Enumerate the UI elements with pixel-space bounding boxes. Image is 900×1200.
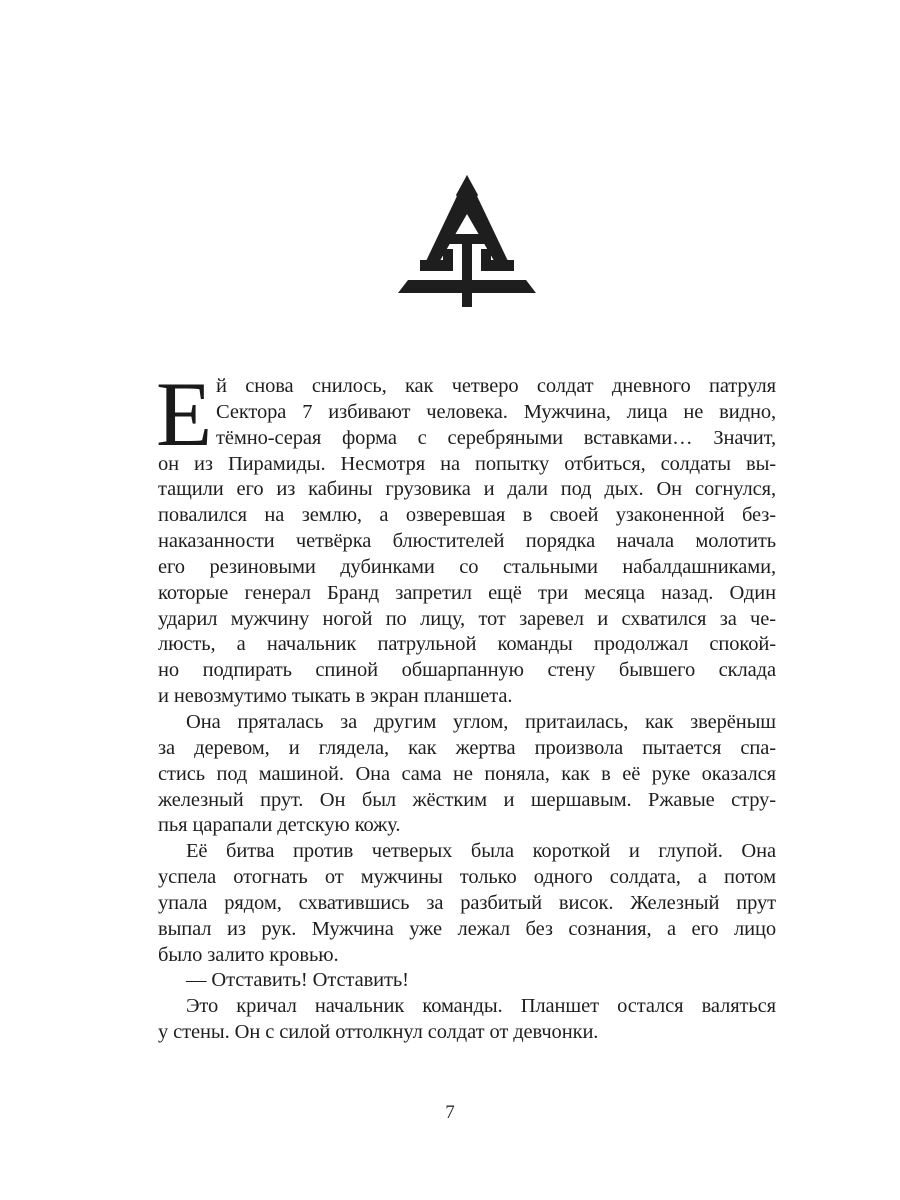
text-line: выпал из рук. Мужчина уже лежал без сознания, а его лицо — [158, 917, 776, 940]
text-line: Сектора 7 избивают человека. Мужчина, лица не видно, — [216, 400, 776, 423]
text-line: его резиновыми дубинками со стальными набалдашниками, — [158, 555, 776, 578]
paragraph-2 — [158, 710, 776, 839]
text-line: которые генерал Бранд запретил ещё три месяца назад. Один — [158, 581, 776, 604]
text-line: ударил мужчину ногой по лицу, тот заревел и схватился за че- — [158, 607, 776, 630]
page-number: 7 — [445, 1102, 455, 1123]
text-line: было залито кровью. — [158, 943, 339, 966]
drop-cap: Е — [156, 363, 213, 465]
text-line: Это кричал начальник команды. Планшет остался валяться — [186, 995, 776, 1018]
paragraph-1 — [156, 363, 776, 710]
text-line: тащили его из кабины грузовика и дали под дых. Он согнулся, — [158, 478, 776, 501]
text-line: тёмно-серая форма с серебряными вставками… Значит, — [216, 426, 776, 449]
text-line: — Отставить! Отставить! — [186, 969, 409, 992]
text-line: наказанности четвёрка блюстителей порядка начала молотить — [158, 530, 776, 553]
text-line: пья царапали детскую кожу. — [158, 814, 401, 837]
paragraph-dialogue — [158, 968, 776, 994]
text-line: стись под машиной. Она сама не поняла, как в её руке оказался — [158, 762, 776, 785]
paragraph-5 — [158, 994, 776, 1046]
text-line: он из Пирамиды. Несмотря на попытку отбиться, солдаты вы- — [158, 452, 776, 475]
text-line: успела отогнать от мужчины только одного солдата, а потом — [158, 866, 776, 889]
text-line: люсть, а начальник патрульной команды продолжал спокой- — [158, 633, 776, 656]
text-line: за деревом, и глядела, как жертва произвола пытается спа- — [158, 736, 776, 759]
triangle-tree-emblem-icon — [398, 175, 536, 307]
text-line: упала рядом, схватившись за разбитый висок. Железный прут — [158, 891, 776, 914]
text-line: й снова снилось, как четверо солдат дневного патруля — [216, 375, 776, 397]
text-line: но подпирать спиной обшарпанную стену бывшего склада — [158, 659, 776, 682]
text-line: у стены. Он с силой оттолкнул солдат от девчонки. — [158, 1021, 599, 1044]
text-line: Она пряталась за другим углом, притаилась, как зверёныш — [186, 710, 776, 733]
paragraph-3 — [158, 839, 776, 968]
text-line: и невозмутимо тыкать в экран планшета. — [158, 685, 513, 708]
chapter-text — [156, 363, 776, 1046]
text-line: повалился на землю, а озверевшая в своей узаконенной без- — [158, 504, 776, 527]
text-line: железный прут. Он был жёстким и шершавым. Ржавые стру- — [158, 788, 776, 811]
text-line: Её битва против четверых была короткой и глупой. Она — [186, 840, 776, 863]
